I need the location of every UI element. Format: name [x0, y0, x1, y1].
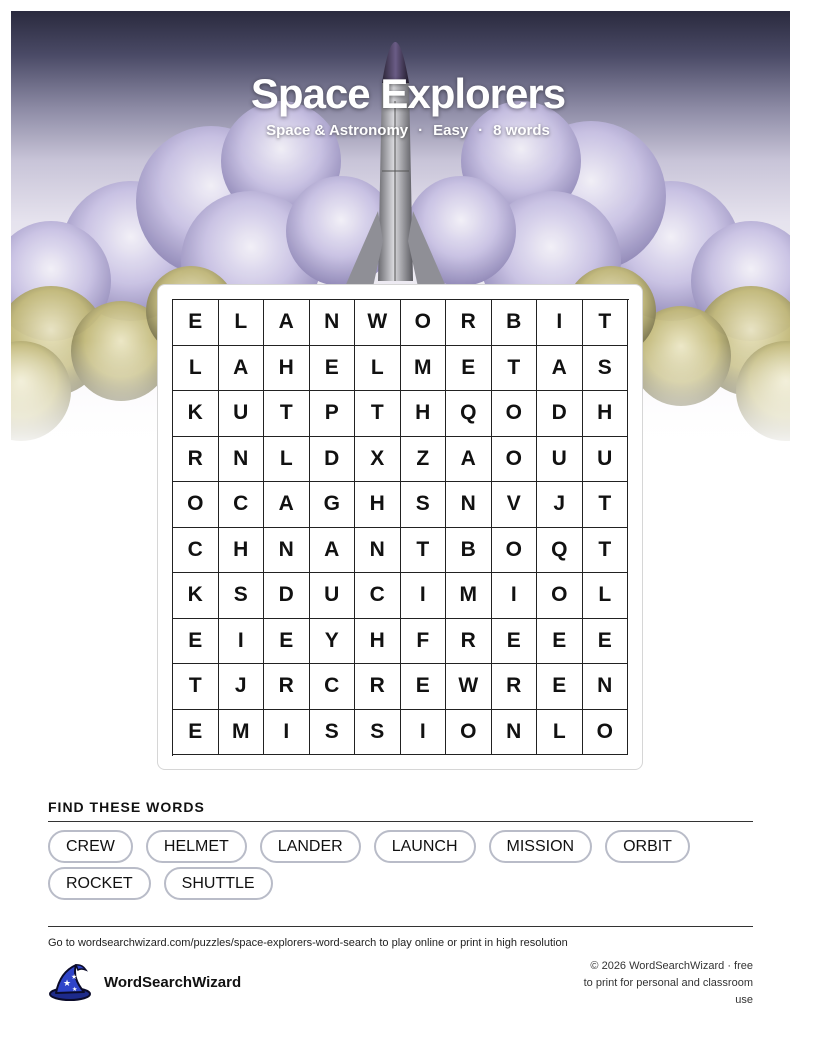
grid-cell: H: [355, 619, 401, 665]
word-chip: HELMET: [146, 830, 247, 863]
word-list: [48, 830, 753, 900]
grid-cell: J: [219, 664, 265, 710]
grid-cell: N: [583, 664, 629, 710]
grid-cell: H: [401, 391, 447, 437]
svg-text:★: ★: [63, 979, 72, 989]
grid-cell: Y: [310, 619, 356, 665]
brand-name: WordSearchWizard: [104, 973, 242, 991]
grid-cell: R: [173, 437, 219, 483]
grid-cell: N: [264, 528, 310, 574]
brand: [46, 962, 241, 1002]
word-count-label: 8 words: [493, 122, 550, 139]
grid-cell: C: [173, 528, 219, 574]
grid-cell: U: [583, 437, 629, 483]
grid-cell: X: [355, 437, 401, 483]
grid-cell: O: [583, 710, 629, 756]
grid-cell: U: [310, 573, 356, 619]
grid-cell: S: [219, 573, 265, 619]
grid-cell: T: [401, 528, 447, 574]
meta-separator: ·: [418, 122, 424, 139]
word-chip: LANDER: [260, 830, 361, 863]
grid-cell: V: [492, 482, 538, 528]
letter-grid: [172, 299, 629, 756]
svg-text:★: ★: [71, 973, 78, 981]
grid-cell: E: [264, 619, 310, 665]
grid-cell: E: [173, 619, 219, 665]
word-list-heading: FIND THESE WORDS: [48, 799, 205, 815]
grid-cell: Q: [446, 391, 492, 437]
grid-cell: D: [264, 573, 310, 619]
grid-cell: N: [310, 300, 356, 346]
word-chip: ROCKET: [48, 867, 151, 900]
grid-cell: S: [310, 710, 356, 756]
grid-cell: T: [492, 346, 538, 392]
grid-cell: O: [492, 391, 538, 437]
grid-cell: C: [355, 573, 401, 619]
difficulty-label: Easy: [433, 122, 469, 139]
grid-cell: E: [310, 346, 356, 392]
url-note: Go to wordsearchwizard.com/puzzles/space-explorers-word-search to play online or print in high resolution: [48, 937, 568, 949]
grid-cell: M: [401, 346, 447, 392]
grid-cell: H: [583, 391, 629, 437]
grid-cell: B: [492, 300, 538, 346]
grid-cell: T: [173, 664, 219, 710]
grid-cell: N: [492, 710, 538, 756]
wizard-hat-icon: [46, 962, 92, 1002]
grid-cell: W: [355, 300, 401, 346]
grid-cell: L: [264, 437, 310, 483]
grid-cell: A: [310, 528, 356, 574]
grid-cell: G: [310, 482, 356, 528]
grid-cell: E: [537, 664, 583, 710]
category-label: Space & Astronomy: [266, 122, 409, 139]
grid-cell: T: [583, 528, 629, 574]
grid-cell: O: [492, 528, 538, 574]
copyright-note: © 2026 WordSearchWizard · free to print for personal and classroom use: [583, 960, 753, 1006]
grid-cell: T: [583, 300, 629, 346]
grid-cell: N: [355, 528, 401, 574]
grid-cell: R: [446, 619, 492, 665]
grid-cell: I: [264, 710, 310, 756]
grid-cell: I: [401, 573, 447, 619]
grid-cell: D: [310, 437, 356, 483]
grid-cell: C: [219, 482, 265, 528]
grid-cell: T: [264, 391, 310, 437]
grid-cell: H: [219, 528, 265, 574]
grid-cell: N: [219, 437, 265, 483]
grid-cell: J: [537, 482, 583, 528]
grid-cell: I: [401, 710, 447, 756]
grid-cell: E: [583, 619, 629, 665]
grid-cell: E: [492, 619, 538, 665]
grid-cell: U: [537, 437, 583, 483]
grid-cell: R: [446, 300, 492, 346]
grid-cell: O: [492, 437, 538, 483]
grid-cell: L: [537, 710, 583, 756]
grid-cell: H: [264, 346, 310, 392]
grid-cell: L: [173, 346, 219, 392]
grid-cell: B: [446, 528, 492, 574]
svg-text:★: ★: [72, 986, 78, 993]
grid-cell: M: [219, 710, 265, 756]
grid-cell: U: [219, 391, 265, 437]
grid-cell: F: [401, 619, 447, 665]
grid-cell: T: [355, 391, 401, 437]
grid-cell: E: [401, 664, 447, 710]
grid-cell: L: [355, 346, 401, 392]
grid-cell: R: [492, 664, 538, 710]
divider: [48, 821, 753, 822]
grid-cell: I: [492, 573, 538, 619]
grid-cell: E: [446, 346, 492, 392]
divider: [48, 926, 753, 927]
grid-cell: Z: [401, 437, 447, 483]
meta-separator: ·: [478, 122, 484, 139]
grid-cell: P: [310, 391, 356, 437]
grid-cell: A: [219, 346, 265, 392]
grid-cell: O: [537, 573, 583, 619]
grid-cell: M: [446, 573, 492, 619]
grid-cell: R: [355, 664, 401, 710]
grid-cell: S: [401, 482, 447, 528]
grid-cell: S: [583, 346, 629, 392]
word-chip: ORBIT: [605, 830, 690, 863]
grid-cell: L: [583, 573, 629, 619]
word-chip: SHUTTLE: [164, 867, 273, 900]
grid-cell: K: [173, 573, 219, 619]
grid-cell: E: [173, 710, 219, 756]
grid-cell: S: [355, 710, 401, 756]
word-chip: MISSION: [489, 830, 593, 863]
puzzle-meta: [0, 122, 816, 139]
grid-cell: E: [173, 300, 219, 346]
grid-cell: O: [446, 710, 492, 756]
grid-cell: D: [537, 391, 583, 437]
page-title: Space Explorers: [250, 70, 566, 117]
grid-cell: A: [537, 346, 583, 392]
grid-cell: L: [219, 300, 265, 346]
grid-cell: C: [310, 664, 356, 710]
grid-cell: T: [583, 482, 629, 528]
grid-cell: I: [537, 300, 583, 346]
grid-cell: R: [264, 664, 310, 710]
grid-cell: E: [537, 619, 583, 665]
grid-cell: A: [264, 482, 310, 528]
grid-cell: I: [219, 619, 265, 665]
grid-cell: K: [173, 391, 219, 437]
grid-cell: W: [446, 664, 492, 710]
grid-cell: O: [173, 482, 219, 528]
grid-cell: Q: [537, 528, 583, 574]
word-chip: CREW: [48, 830, 133, 863]
grid-cell: O: [401, 300, 447, 346]
grid-cell: N: [446, 482, 492, 528]
grid-cell: H: [355, 482, 401, 528]
grid-cell: A: [264, 300, 310, 346]
grid-cell: A: [446, 437, 492, 483]
word-chip: LAUNCH: [374, 830, 476, 863]
